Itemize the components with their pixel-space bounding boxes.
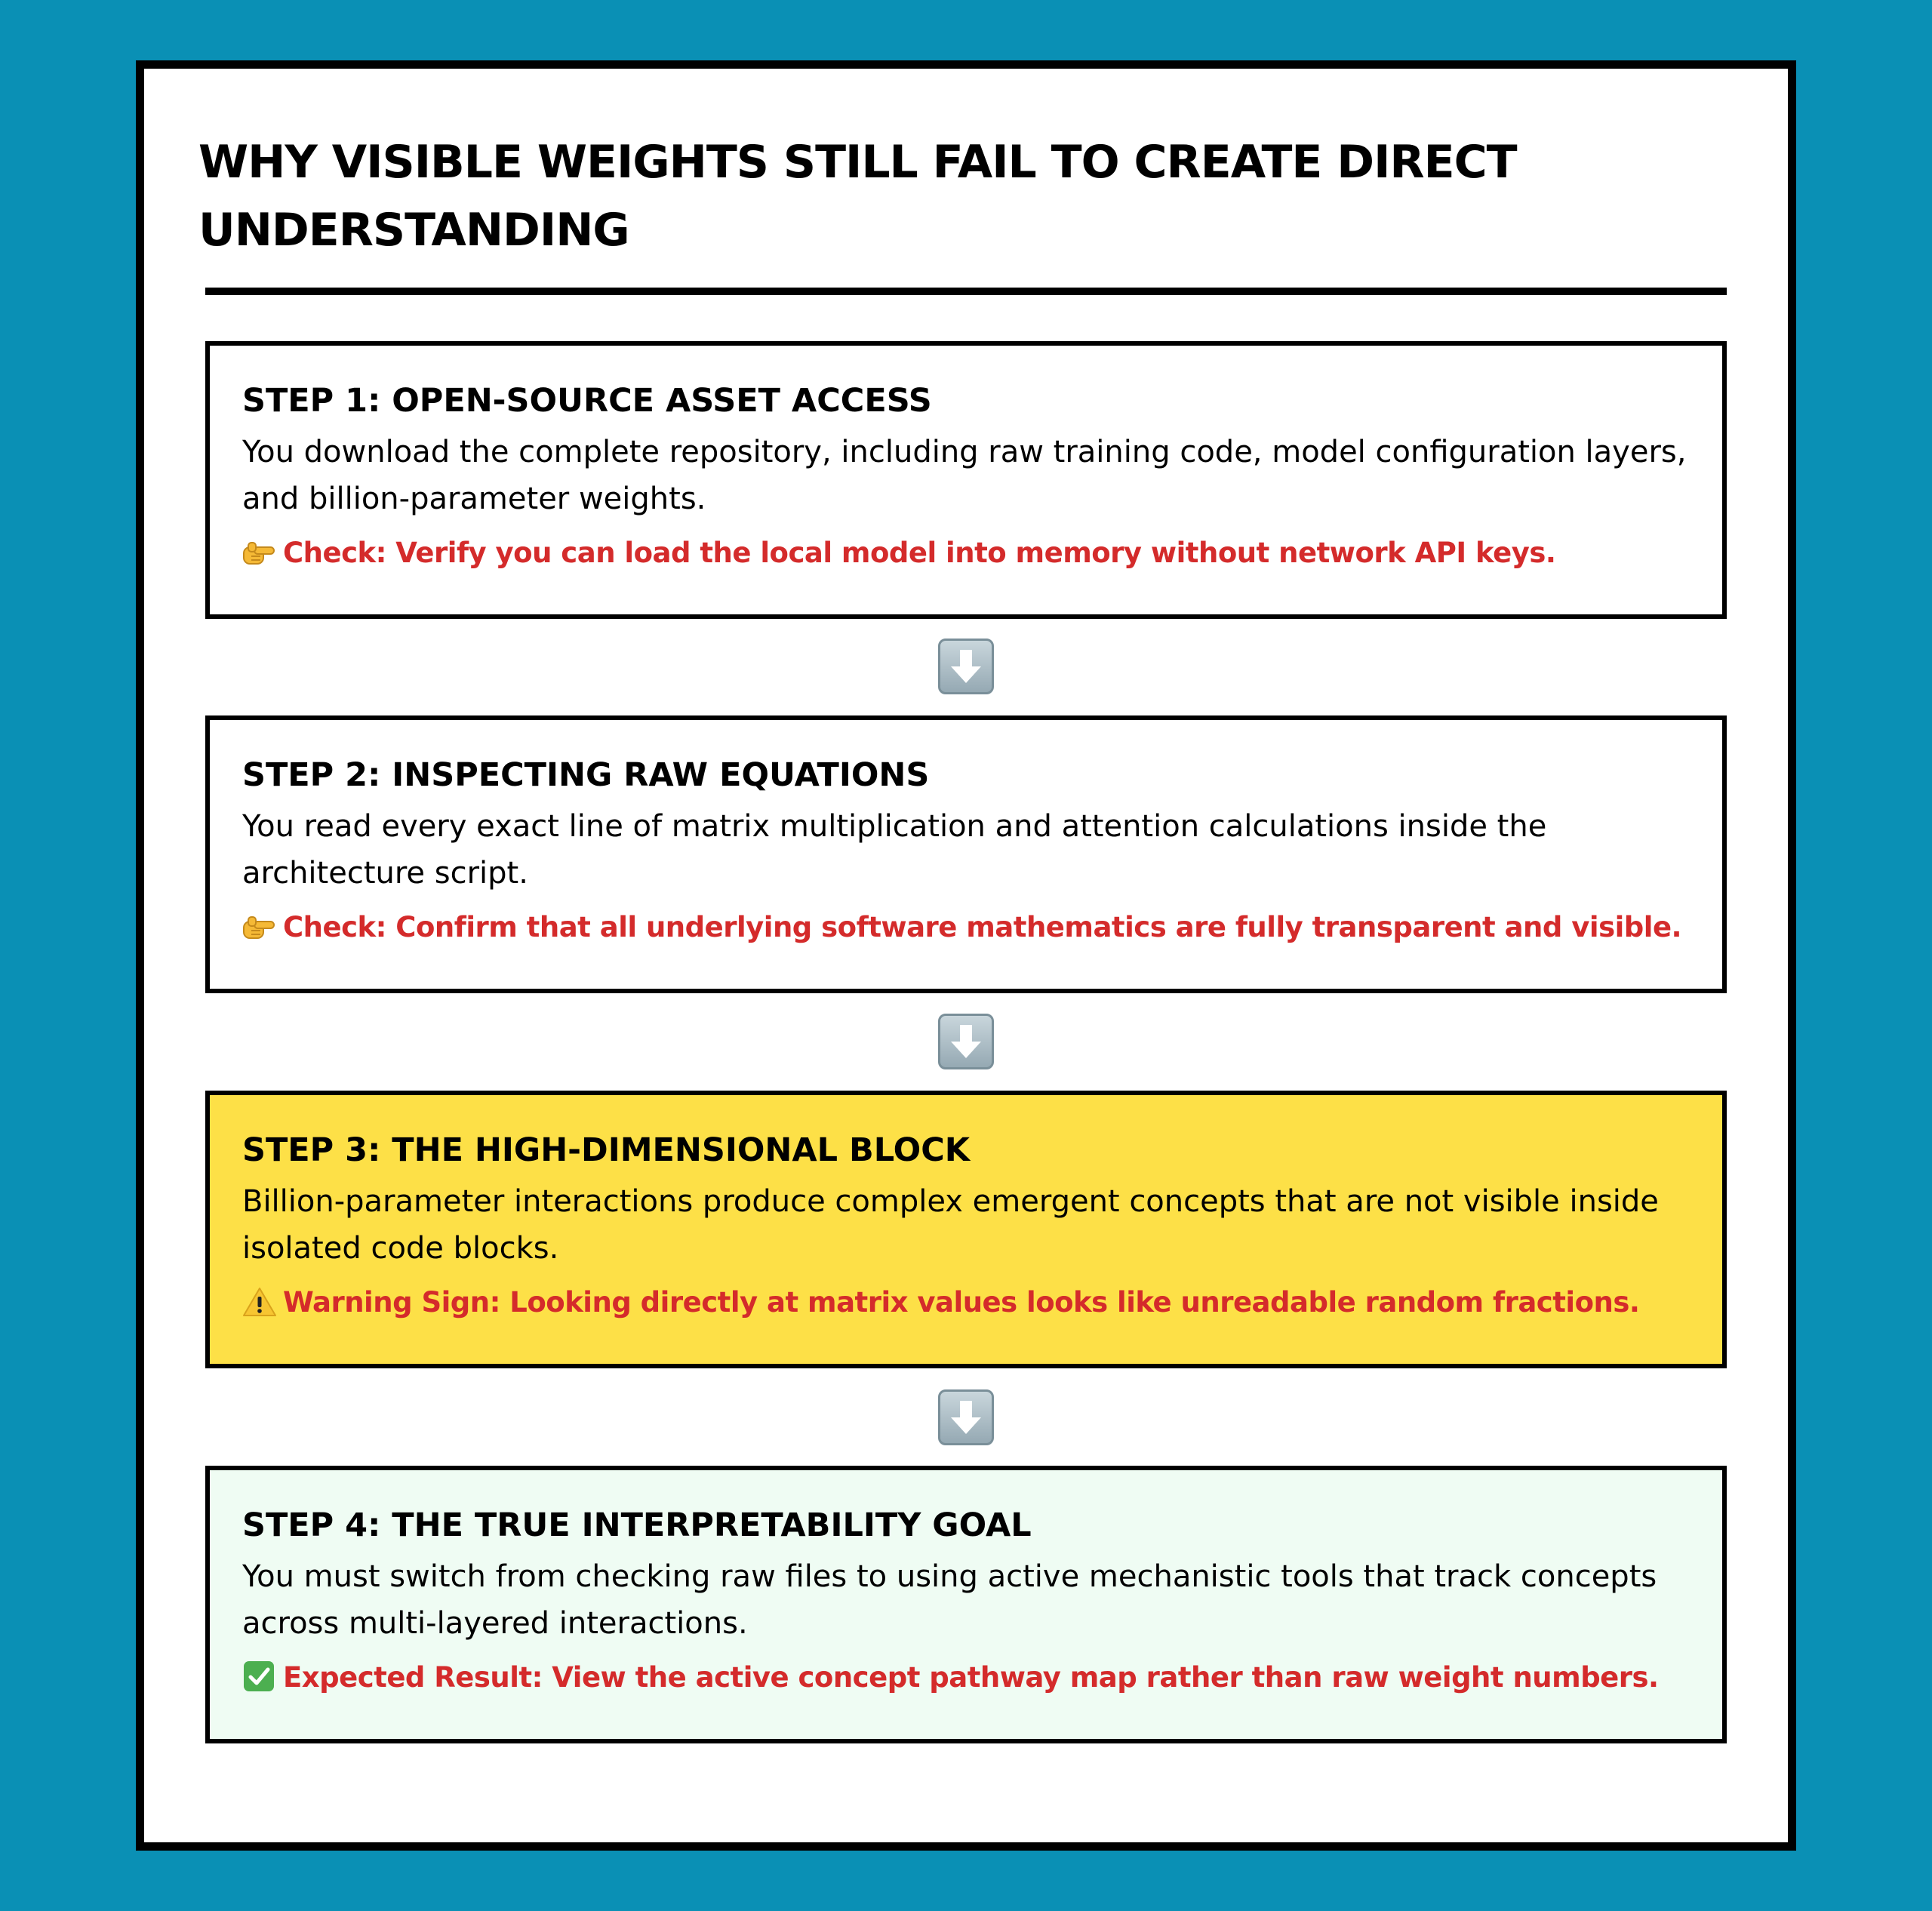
- title-divider: [205, 288, 1727, 295]
- checkmark-icon: [242, 1656, 283, 1700]
- page-title: WHY VISIBLE WEIGHTS STILL FAIL TO CREATE DIRECT UNDERSTANDING: [198, 136, 1517, 257]
- step-4-body: You must switch from checking raw files to using active mechanistic tools that track concepts across multi-layered interactions.: [242, 1559, 1657, 1641]
- step-2-body: You read every exact line of matrix multiplication and attention calculations inside the architecture script.: [242, 809, 1547, 891]
- step-2-check-text: Check: Confirm that all underlying software mathematics are fully transparent and visible.: [283, 911, 1682, 943]
- step-3-box: [205, 1091, 1727, 1368]
- down-arrow-icon: [938, 1014, 994, 1069]
- pointing-hand-icon: [242, 906, 283, 949]
- step-3-body: Billion-parameter interactions produce complex emergent concepts that are not visible inside isolated code blocks.: [242, 1184, 1659, 1266]
- step-2-box: [205, 715, 1727, 993]
- step-4-heading: STEP 4: THE TRUE INTERPRETABILITY GOAL: [242, 1506, 1032, 1544]
- step-3-check: [242, 1281, 1692, 1325]
- step-1-check-text: Check: Verify you can load the local model into memory without network API keys.: [283, 537, 1556, 569]
- step-1-body: You download the complete repository, including raw training code, model configuration layers, and billion-parameter weights.: [242, 435, 1687, 516]
- down-arrow-icon: [938, 639, 994, 694]
- step-1-box: [205, 341, 1727, 619]
- step-4-check: [242, 1656, 1692, 1700]
- step-2-heading: STEP 2: INSPECTING RAW EQUATIONS: [242, 756, 930, 794]
- step-4-check-text: Expected Result: View the active concept pathway map rather than raw weight numbers.: [283, 1661, 1659, 1694]
- step-1-heading: STEP 1: OPEN-SOURCE ASSET ACCESS: [242, 382, 932, 420]
- warning-icon: [242, 1281, 283, 1325]
- step-4-box: [205, 1466, 1727, 1743]
- step-2-check: [242, 906, 1692, 949]
- down-arrow-icon: [938, 1389, 994, 1445]
- pointing-hand-icon: [242, 531, 283, 575]
- step-1-check: [242, 531, 1692, 575]
- step-3-heading: STEP 3: THE HIGH-DIMENSIONAL BLOCK: [242, 1131, 971, 1169]
- step-3-check-text: Warning Sign: Looking directly at matrix values looks like unreadable random fractions.: [283, 1286, 1640, 1319]
